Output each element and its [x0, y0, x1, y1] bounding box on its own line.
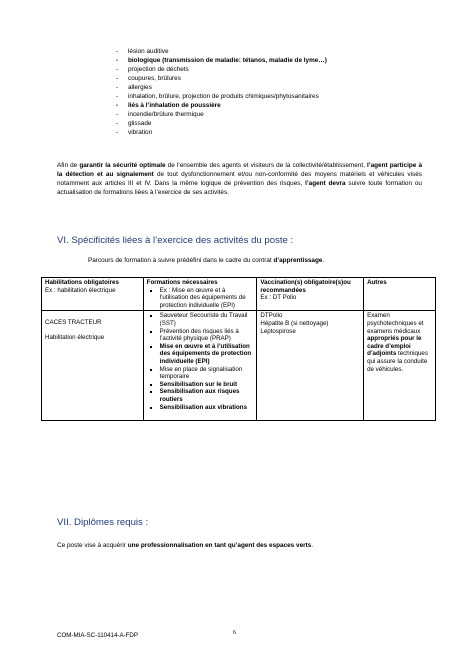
risk-item: - liés à l’inhalation de poussière	[116, 101, 327, 110]
requirements-table	[41, 277, 436, 421]
section-vii-heading: VII. Diplômes requis :	[57, 517, 149, 528]
formation-item: ▪ Mise en œuvre et à l’utilisation des équipements de protection individuelle (EPI)	[160, 343, 254, 366]
risk-item: - incendie/brûlure thermique	[116, 110, 327, 119]
risk-item: - lésion auditive	[116, 47, 327, 56]
cell-vaccinations: DTPolio Hépatite B (si nettoyage) Leptospirose	[257, 311, 364, 421]
risk-item: - vibration	[116, 128, 327, 137]
diploma-text: Ce poste vise à acquérir une professionnalisation en tant qu’agent des espaces verts.	[57, 542, 314, 549]
header-habilitations: Habilitations obligatoires Ex : habilitation électrique	[42, 278, 144, 311]
page-number: 6	[233, 630, 236, 636]
header-formations: Formations nécessaires ▪ Ex : Mise en œuvre et à l’utilisation des équipements de protection individuelle (EPI)	[143, 278, 257, 311]
document-code: COM-MIA-SC-110414-A-FDP	[57, 632, 139, 639]
header-vaccinations: Vaccination(s) obligatoire(s)ou recommandées Ex : DT Polio	[257, 278, 364, 311]
table-row	[42, 311, 436, 421]
cell-habilitations: CACES TRACTEUR Habilitation électrique	[42, 311, 144, 421]
cell-autres: Examen psychotechniques et examens médicaux appropriés pour le cadre d’emploi d’adjoints techniques qui assure la conduite de véhicules.	[364, 311, 436, 421]
formation-item: ▪ Sensibilisation aux risques routiers	[160, 388, 254, 403]
cell-formations	[143, 311, 257, 421]
risk-list	[116, 47, 327, 137]
table-header-row	[42, 278, 436, 311]
risk-item: - allergies	[116, 83, 327, 92]
risk-item: - inhalation, brûlure, projection de produits chimiques/phytosanitaires	[116, 92, 327, 101]
risk-item: - biologique (transmission de maladie: tétanos, maladie de lyme…)	[116, 56, 327, 65]
training-path-text: Parcours de formation à suivre prédéfini dans le cadre du contrat d’apprentissage.	[88, 257, 325, 264]
formation-item: ▪ Sensibilisation sur le bruit	[160, 381, 254, 389]
section-vi-heading: VI. Spécificités liées à l’exercice des activités du poste :	[57, 235, 294, 246]
formation-item: ▪ Sauveteur Secouriste du Travail (SST)	[160, 312, 254, 327]
risk-item: - coupures, brûlures	[116, 74, 327, 83]
formation-example-item: ▪ Ex : Mise en œuvre et à l’utilisation des équipements de protection individuelle (EPI)	[160, 287, 254, 310]
safety-paragraph: Afin de garantir la sécurité optimale de l’ensemble des agents et visiteurs de la collectivité/établissement, l’agent participe à la détection et au signalement de tout dysfonctionnement et/ou non-conformité des moyens matériels et véhicules visés notamment aux articles III et IV. Dans la même logique de prévention des risques, l’agent devra suivre toute formation ou actualisation de formations liées à l’exercice de ses activités.	[57, 162, 423, 196]
formation-item: ▪ Prévention des risques liés à l’activité physique (PRAP)	[160, 328, 254, 343]
formation-item: ▪ Sensibilisation aux vibrations	[160, 404, 254, 412]
formation-item: ▪ Mise en place de signalisation temporaire	[160, 366, 254, 381]
header-autres: Autres	[364, 278, 436, 311]
risk-item: - projection de déchets	[116, 65, 327, 74]
risk-item: - glissade	[116, 119, 327, 128]
